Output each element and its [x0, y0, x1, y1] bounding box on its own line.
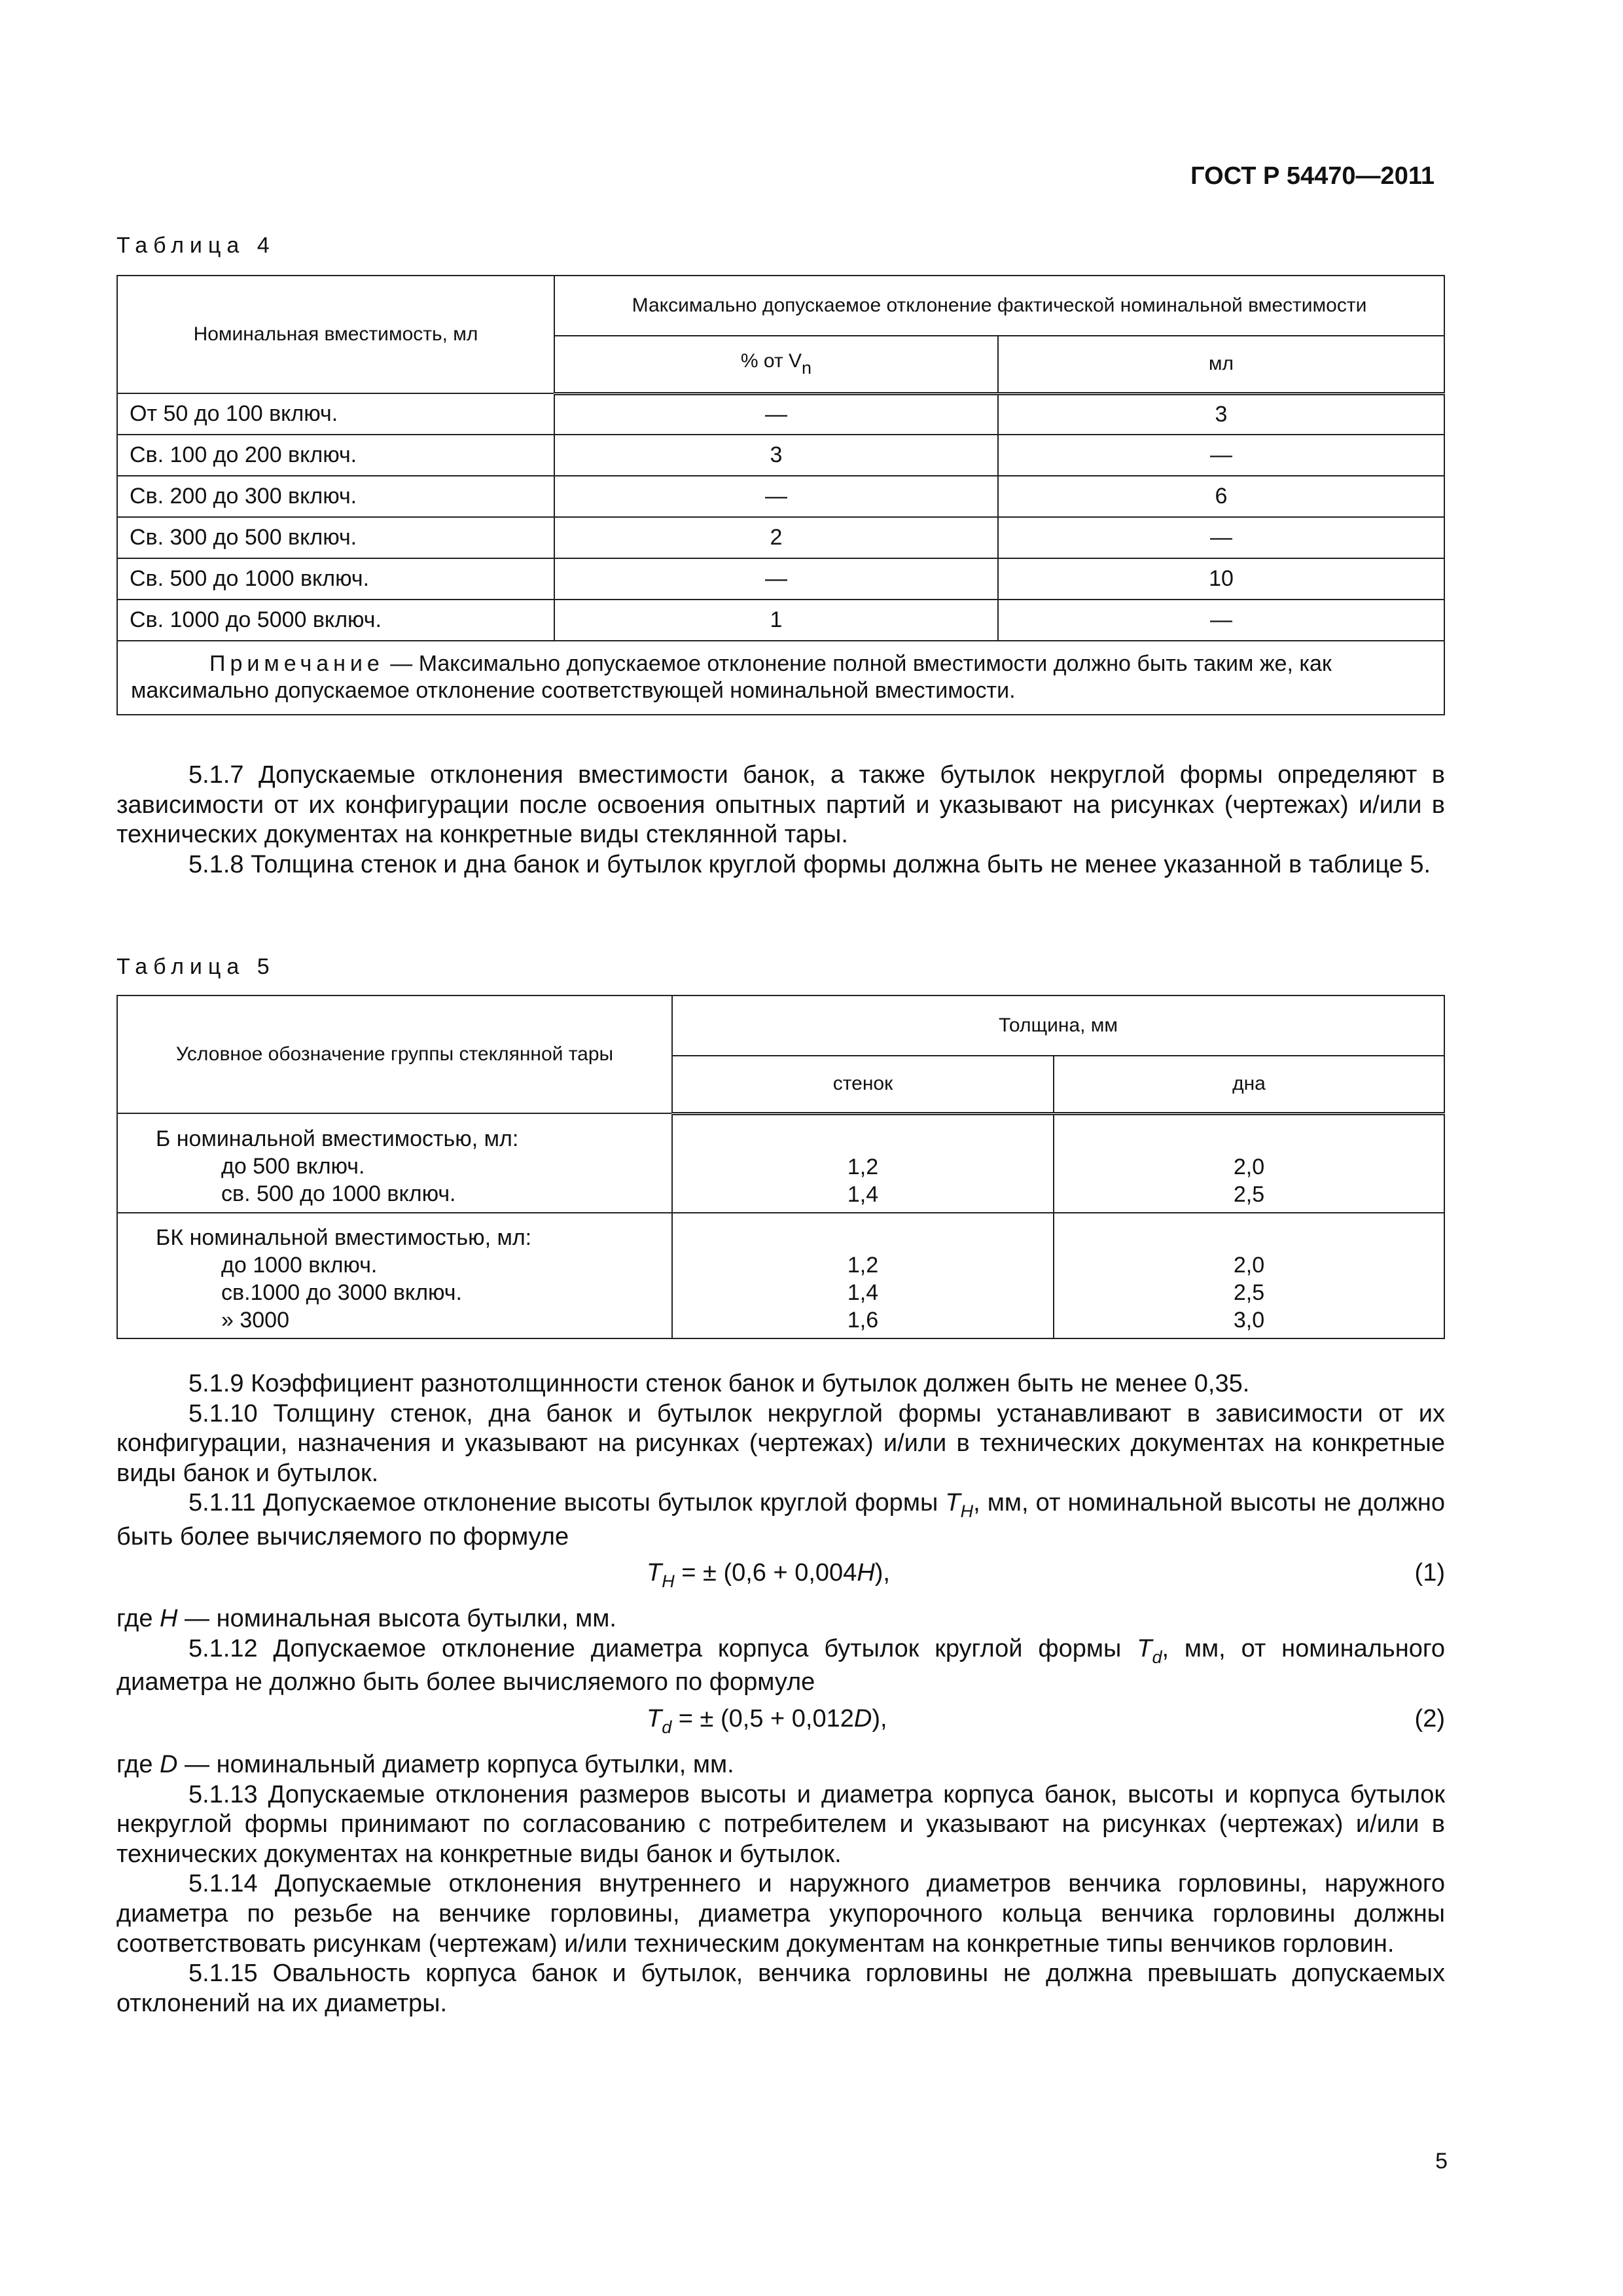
para-5-1-8: 5.1.8 Толщина стенок и дна банок и бутылок круглой формы должна быть не менее указанной в таблице 5.	[188, 850, 1431, 878]
table5-bottom-value: 2,5	[1233, 1280, 1265, 1305]
where-2	[116, 1750, 1445, 1780]
table4-ml-cell: 3	[998, 393, 1444, 435]
table5-item-label: св.1000 до 3000 включ.	[221, 1280, 462, 1305]
formula-2-expression	[647, 1704, 887, 1738]
para-5-1-11-sub: H	[960, 1501, 974, 1522]
table4-ml-cell: 10	[998, 558, 1444, 600]
table4-range-cell: Св. 1000 до 5000 включ.	[117, 600, 554, 641]
page-number: 5	[1435, 2149, 1448, 2174]
table4-ml-cell: 6	[998, 476, 1444, 517]
where-1-b: — номинальная высота бутылки, мм.	[177, 1605, 616, 1633]
pct-header-subscript: n	[802, 357, 812, 378]
table4-pct-header	[554, 336, 998, 393]
formula-2-lhs: T	[647, 1704, 662, 1732]
table5-blank-line	[685, 1126, 1041, 1153]
formula-2-number: (2)	[1414, 1704, 1445, 1732]
table4-col1-header: Номинальная вместимость, мл	[117, 276, 554, 393]
table5-blank-line	[1066, 1224, 1432, 1251]
table4-pct-cell: —	[554, 476, 998, 517]
table5-bottom-value: 3,0	[1233, 1307, 1265, 1333]
table5-group-label-cell	[117, 1213, 672, 1338]
table5-blank-line	[685, 1224, 1041, 1251]
table4-row	[117, 517, 1444, 558]
table4-ml-cell: —	[998, 600, 1444, 641]
formula-2-lhs-sub: d	[662, 1717, 672, 1737]
table5-group-row	[117, 1213, 1444, 1338]
table5-bottom-value: 2,0	[1233, 1154, 1265, 1179]
para-5-1-13: 5.1.13 Допускаемые отклонения размеров высоты и диаметра корпуса банок, высоты и корпуса бутылок некруглой формы принимают по согласованию с потребителем и указывают на рисунках (чертежах) и/или в технических документах на конкретные виды банок и бутылок.	[116, 1780, 1445, 1868]
table5-group-title: БК номинальной вместимостью, мл:	[156, 1225, 532, 1250]
table5-blank-line	[1066, 1126, 1432, 1153]
table5-group-row	[117, 1113, 1444, 1213]
table5-walls-value: 1,2	[847, 1154, 879, 1179]
where-2-b: — номинальный диаметр корпуса бутылки, мм.	[177, 1750, 734, 1778]
table5-bottom-value: 2,0	[1233, 1252, 1265, 1278]
formula-2-rhs-a: = ± (0,5 + 0,012	[671, 1704, 854, 1732]
where-1-var: H	[160, 1605, 178, 1633]
pct-header-text: % от V	[740, 350, 802, 372]
para-5-1-11-var: T	[945, 1489, 961, 1517]
para-5-1-12-var: T	[1137, 1634, 1152, 1662]
formula-1-rhs-var: H	[857, 1559, 875, 1587]
formula-1-rhs-a: = ± (0,6 + 0,004	[674, 1559, 857, 1587]
formula-1-lhs-sub: H	[662, 1571, 675, 1592]
note-text: — Максимально допускаемое отклонение полной вместимости должно быть таким же, как максимально допускаемое отклонение соответствующей номинальной вместимости.	[131, 651, 1332, 704]
table5-bottom-header: дна	[1054, 1056, 1444, 1113]
table4-range-cell: Св. 500 до 1000 включ.	[117, 558, 554, 600]
table5-walls-header: стенок	[672, 1056, 1054, 1113]
table4-pct-cell: —	[554, 558, 998, 600]
document-code: ГОСТ Р 54470—2011	[1190, 162, 1435, 190]
paragraphs-block-2	[116, 1369, 1445, 2018]
table5-bottom-cell	[1054, 1213, 1444, 1338]
table4-ml-cell: —	[998, 517, 1444, 558]
table5-walls-value: 1,2	[847, 1252, 879, 1278]
para-5-1-12	[116, 1634, 1445, 1698]
formula-2	[116, 1698, 1445, 1750]
table4-group-header: Максимально допускаемое отклонение фактической номинальной вместимости	[554, 276, 1444, 336]
formula-1	[116, 1552, 1445, 1604]
para-5-1-11-text-a: 5.1.11 Допускаемое отклонение высоты бутылок круглой формы	[188, 1489, 946, 1517]
para-5-1-12-sub: d	[1152, 1647, 1162, 1667]
where-1	[116, 1604, 1445, 1634]
formula-1-expression	[647, 1558, 890, 1592]
table4-row	[117, 558, 1444, 600]
formula-2-rhs-var: D	[853, 1704, 872, 1732]
para-5-1-10: 5.1.10 Толщину стенок, дна банок и бутылок некруглой формы устанавливают в зависимости от их конфигурации, назначения и указывают на рисунках (чертежах) и/или в технических документах на конкретные виды банок и бутылок.	[116, 1399, 1445, 1487]
where-2-a: где	[116, 1750, 160, 1778]
table4-range-cell: Св. 300 до 500 включ.	[117, 517, 554, 558]
para-5-1-14: 5.1.14 Допускаемые отклонения внутреннего и наружного диаметров венчика горловины, наружного диаметра по резьбе на венчике горловины, диаметра укупорочного кольца венчика горловины должны соответствовать рисункам (чертежам) и/или техническим документам на конкретные типы венчиков горловин.	[116, 1870, 1445, 1958]
table5-item-label: до 500 включ.	[221, 1153, 365, 1179]
table5-walls-value: 1,4	[847, 1181, 879, 1207]
table4-range-cell: Св. 200 до 300 включ.	[117, 476, 554, 517]
table5-walls-cell	[672, 1113, 1054, 1213]
table5-col1-header: Условное обозначение группы стеклянной тары	[117, 996, 672, 1113]
table4-pct-cell: 1	[554, 600, 998, 641]
table5-caption: Таблица 5	[116, 954, 276, 979]
para-5-1-11	[116, 1488, 1445, 1552]
note-lead: Примечание	[209, 651, 384, 676]
where-1-a: где	[116, 1605, 160, 1633]
table5-walls-value: 1,6	[847, 1307, 879, 1333]
table4-ml-header: мл	[998, 336, 1444, 393]
table5-bottom-cell	[1054, 1113, 1444, 1213]
table5-group-label-cell	[117, 1113, 672, 1213]
table4-pct-cell: 3	[554, 435, 998, 476]
para-5-1-12-text-b: , мм, от номинального диаметра не должно быть более вычисляемого по формуле	[116, 1634, 1445, 1696]
formula-1-rhs-b: ),	[874, 1559, 890, 1587]
table4-note	[117, 641, 1444, 715]
table5	[116, 995, 1445, 1339]
table4-ml-cell: —	[998, 435, 1444, 476]
table4-caption: Таблица 4	[116, 233, 276, 258]
para-5-1-7: 5.1.7 Допускаемые отклонения вместимости банок, а также бутылок некруглой формы определяют в зависимости от их конфигурации после освоения опытных партий и указывают на рисунках (чертежах) и/или в технических документах на конкретные виды стеклянной тары.	[116, 761, 1445, 849]
table4-row	[117, 393, 1444, 435]
table5-item-label: св. 500 до 1000 включ.	[221, 1181, 456, 1206]
table4-row	[117, 476, 1444, 517]
formula-1-number: (1)	[1414, 1559, 1445, 1587]
formula-2-rhs-b: ),	[872, 1704, 887, 1732]
para-5-1-12-text-a: 5.1.12 Допускаемое отклонение диаметра корпуса бутылок круглой формы	[188, 1634, 1137, 1662]
where-2-var: D	[160, 1750, 178, 1778]
para-5-1-15: 5.1.15 Овальность корпуса банок и бутылок, венчика горловины не должна превышать допускаемых отклонений на их диаметры.	[116, 1960, 1445, 2017]
table5-walls-cell	[672, 1213, 1054, 1338]
table4-range-cell: От 50 до 100 включ.	[117, 393, 554, 435]
table4	[116, 275, 1445, 715]
table4-row	[117, 600, 1444, 641]
table5-walls-value: 1,4	[847, 1280, 879, 1305]
table5-group-header: Толщина, мм	[672, 996, 1444, 1056]
table4-range-cell: Св. 100 до 200 включ.	[117, 435, 554, 476]
formula-1-lhs: T	[647, 1559, 662, 1587]
table5-item-label: до 1000 включ.	[221, 1252, 378, 1278]
table4-row	[117, 435, 1444, 476]
table5-group-title: Б номинальной вместимостью, мл:	[156, 1126, 519, 1151]
table4-pct-cell: 2	[554, 517, 998, 558]
table4-pct-cell: —	[554, 393, 998, 435]
table5-item-label: » 3000	[221, 1307, 289, 1333]
paragraphs-block-1	[116, 761, 1445, 880]
para-5-1-9: 5.1.9 Коэффициент разнотолщинности стенок банок и бутылок должен быть не менее 0,35.	[188, 1370, 1250, 1397]
para-5-1-11-text-b: , мм, от номинальной высоты не должно быть более вычисляемого по формуле	[116, 1489, 1445, 1551]
table5-bottom-value: 2,5	[1233, 1181, 1265, 1207]
